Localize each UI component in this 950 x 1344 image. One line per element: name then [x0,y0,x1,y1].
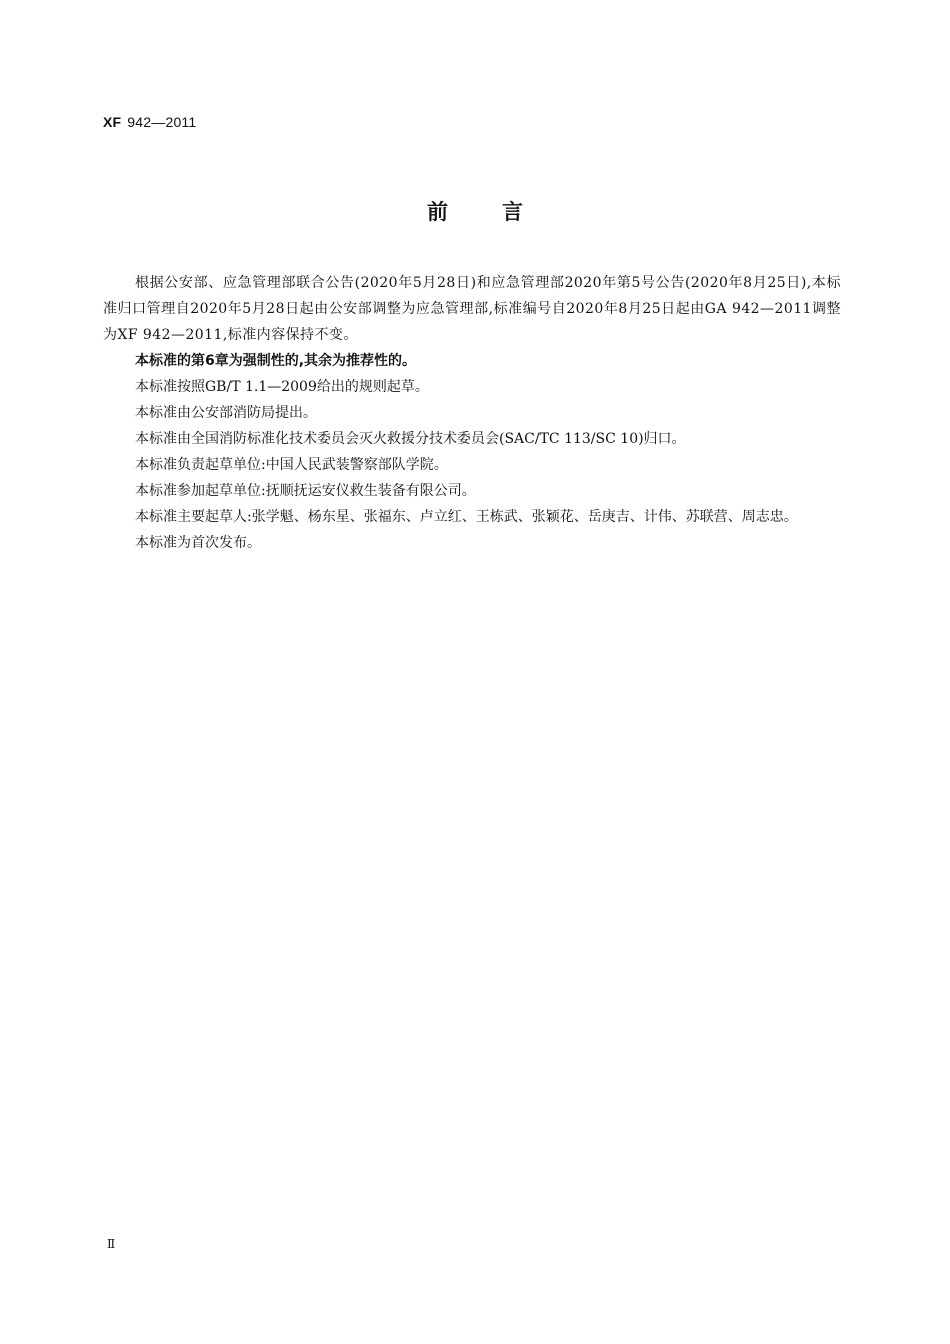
paragraph-responsible-drafter: 本标准负责起草单位:中国人民武装警察部队学院。 [135,457,448,473]
paragraph-main-drafters: 本标准主要起草人:张学魁、杨东星、张福东、卢立红、王栋武、张颖花、岳庚吉、计伟、苏联营、周志忠。 [135,509,798,525]
paragraph-adjustment-notice: 根据公安部、应急管理部联合公告(2020年5月28日)和应急管理部2020年第5号公告(2020年8月25日),本标准归口管理自2020年5月28日起由公安部调整为应急管理部,标准编号自2020年8月25日起由GA 942—2011调整为XF 942—2011,标准内容保持不变。 [103,275,841,343]
paragraph-centralized-management: 本标准由全国消防标准化技术委员会灭火救援分技术委员会(SAC/TC 113/SC 10)归口。 [135,431,686,447]
standard-number: 942—2011 [127,114,197,130]
paragraph-participating-drafter: 本标准参加起草单位:抚顺抚运安仪救生装备有限公司。 [135,483,476,499]
paragraph-mandatory-clause: 本标准的第6章为强制性的,其余为推荐性的。 [135,353,417,369]
paragraph-drafting-rules: 本标准按照GB/T 1.1—2009给出的规则起草。 [135,379,429,395]
standard-code [103,114,196,130]
page-number: Ⅱ [107,1237,116,1251]
foreword-body [103,270,841,556]
paragraph-proposer: 本标准由公安部消防局提出。 [135,405,317,421]
standard-prefix: XF [103,114,122,130]
paragraph-first-release: 本标准为首次发布。 [135,535,261,551]
page-title: 前言 [427,200,577,224]
